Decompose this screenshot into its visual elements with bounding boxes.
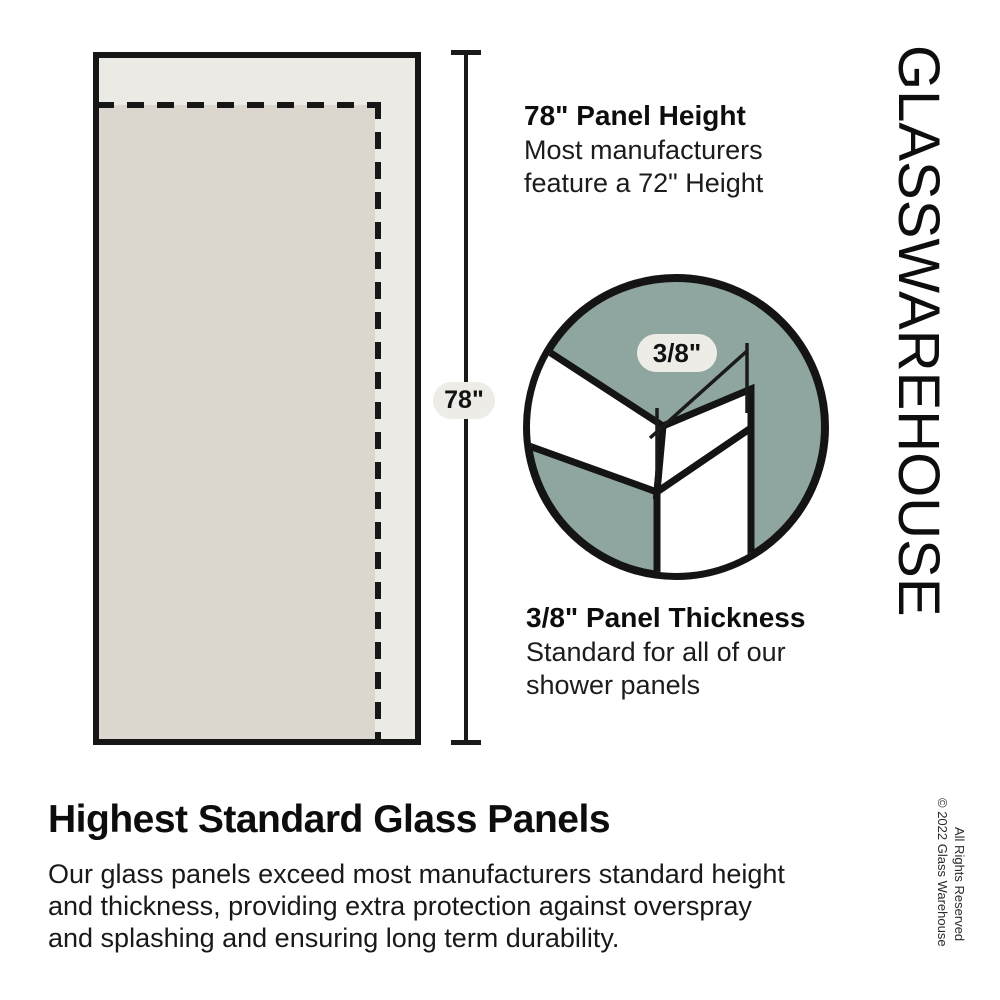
description-line2: and thickness, providing extra protection against overspray [48, 891, 752, 921]
page-description [48, 858, 785, 954]
height-annotation-line2: feature a 72" Height [524, 168, 764, 198]
dimension-cap-bottom [451, 740, 481, 745]
thickness-annotation-line1: Standard for all of our [526, 637, 786, 667]
thickness-circle-diagram [519, 270, 835, 586]
thickness-label-pill [637, 334, 717, 372]
height-label-pill [433, 382, 495, 419]
thickness-annotation [526, 601, 805, 702]
thickness-annotation-line2: shower panels [526, 670, 701, 700]
brand-logo-text: GLASSWAREHOUSE [886, 45, 951, 617]
description-line3: and splashing and ensuring long term durability. [48, 923, 620, 953]
height-label: 78" [444, 386, 484, 414]
dimension-cap-top [451, 50, 481, 55]
height-annotation-title: 78" Panel Height [524, 100, 746, 131]
standard-height-region [99, 105, 375, 739]
height-annotation [524, 99, 763, 200]
dashed-line-top [97, 102, 381, 108]
copyright-text: © 2022 Glass Warehouse [935, 798, 950, 947]
rights-reserved-text: All Rights Reserved [952, 827, 967, 942]
thickness-label: 3/8" [652, 338, 702, 368]
description-line1: Our glass panels exceed most manufacturers standard height [48, 859, 785, 889]
page-title: Highest Standard Glass Panels [48, 798, 611, 841]
height-annotation-line1: Most manufacturers [524, 135, 763, 165]
thickness-annotation-title: 3/8" Panel Thickness [526, 602, 806, 633]
dashed-line-right [375, 102, 381, 743]
